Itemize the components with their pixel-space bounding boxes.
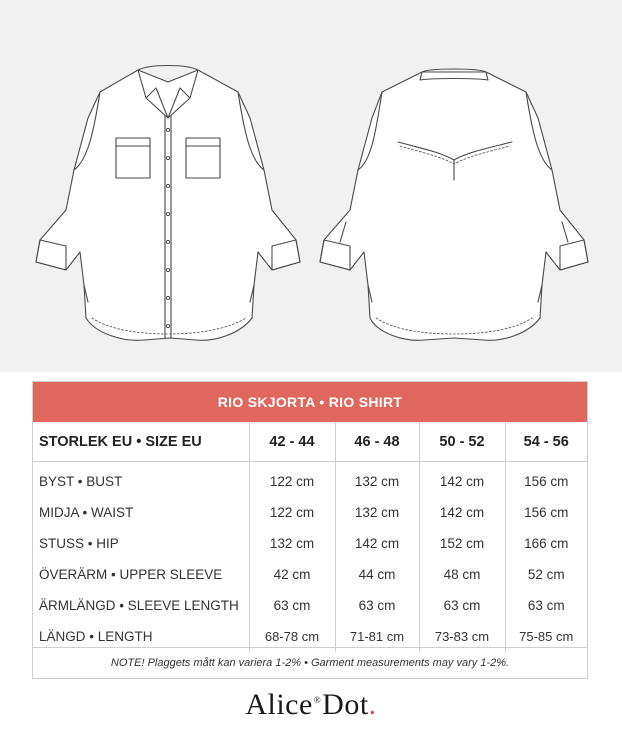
measurement-value: 71-81 cm [335,621,419,652]
table-row [33,590,587,621]
measurement-label: ÖVERÄRM • UPPER SLEEVE [39,567,223,582]
measurement-note: NOTE! Plaggets mått kan variera 1-2% • Garment measurements may vary 1-2%. [33,647,587,678]
shirt-illustrations [0,0,622,372]
measurement-label: BYST • BUST [39,474,123,489]
measurement-label: MIDJA • WAIST [39,505,134,520]
garment-illustration-panel [0,0,622,372]
measurement-value: 48 cm [419,559,505,590]
brand-logo [0,688,622,722]
brand-name-second: Dot [322,688,369,721]
measurement-value: 166 cm [505,528,587,559]
size-header-label: STORLEK EU • SIZE EU [33,422,249,462]
size-table [33,422,587,652]
measurement-value: 122 cm [249,497,335,528]
shirt-back-icon [320,69,588,340]
measurement-label: LÄNGD • LENGTH [39,629,153,644]
measurement-value: 156 cm [505,497,587,528]
measurement-value: 156 cm [505,462,587,498]
size-header-cell: 54 - 56 [505,422,587,462]
size-header-row [33,422,587,462]
measurement-value: 42 cm [249,559,335,590]
table-row [33,462,587,498]
measurement-value: 142 cm [419,497,505,528]
measurement-value: 142 cm [419,462,505,498]
table-row [33,559,587,590]
measurement-value: 152 cm [419,528,505,559]
size-chart [32,381,588,679]
table-row [33,528,587,559]
size-header-cell: 42 - 44 [249,422,335,462]
measurement-value: 44 cm [335,559,419,590]
brand-mark-icon: ® [313,695,322,705]
measurement-value: 52 cm [505,559,587,590]
measurement-value: 132 cm [249,528,335,559]
measurement-value: 142 cm [335,528,419,559]
measurement-value: 63 cm [249,590,335,621]
measurement-label: ÄRMLÄNGD • SLEEVE LENGTH [39,598,239,613]
brand-dot: . [368,688,377,721]
size-header-cell: 50 - 52 [419,422,505,462]
measurement-value: 132 cm [335,497,419,528]
measurement-value: 63 cm [505,590,587,621]
brand-name-first: Alice [245,688,313,721]
measurement-value: 63 cm [419,590,505,621]
size-header-cell: 46 - 48 [335,422,419,462]
measurement-value: 63 cm [335,590,419,621]
measurement-label: STUSS • HIP [39,536,119,551]
measurement-value: 122 cm [249,462,335,498]
measurement-value: 75-85 cm [505,621,587,652]
table-row [33,497,587,528]
measurement-value: 68-78 cm [249,621,335,652]
measurement-value: 73-83 cm [419,621,505,652]
measurement-value: 132 cm [335,462,419,498]
size-chart-title: RIO SKJORTA • RIO SHIRT [33,382,587,422]
shirt-front-icon [36,66,300,341]
